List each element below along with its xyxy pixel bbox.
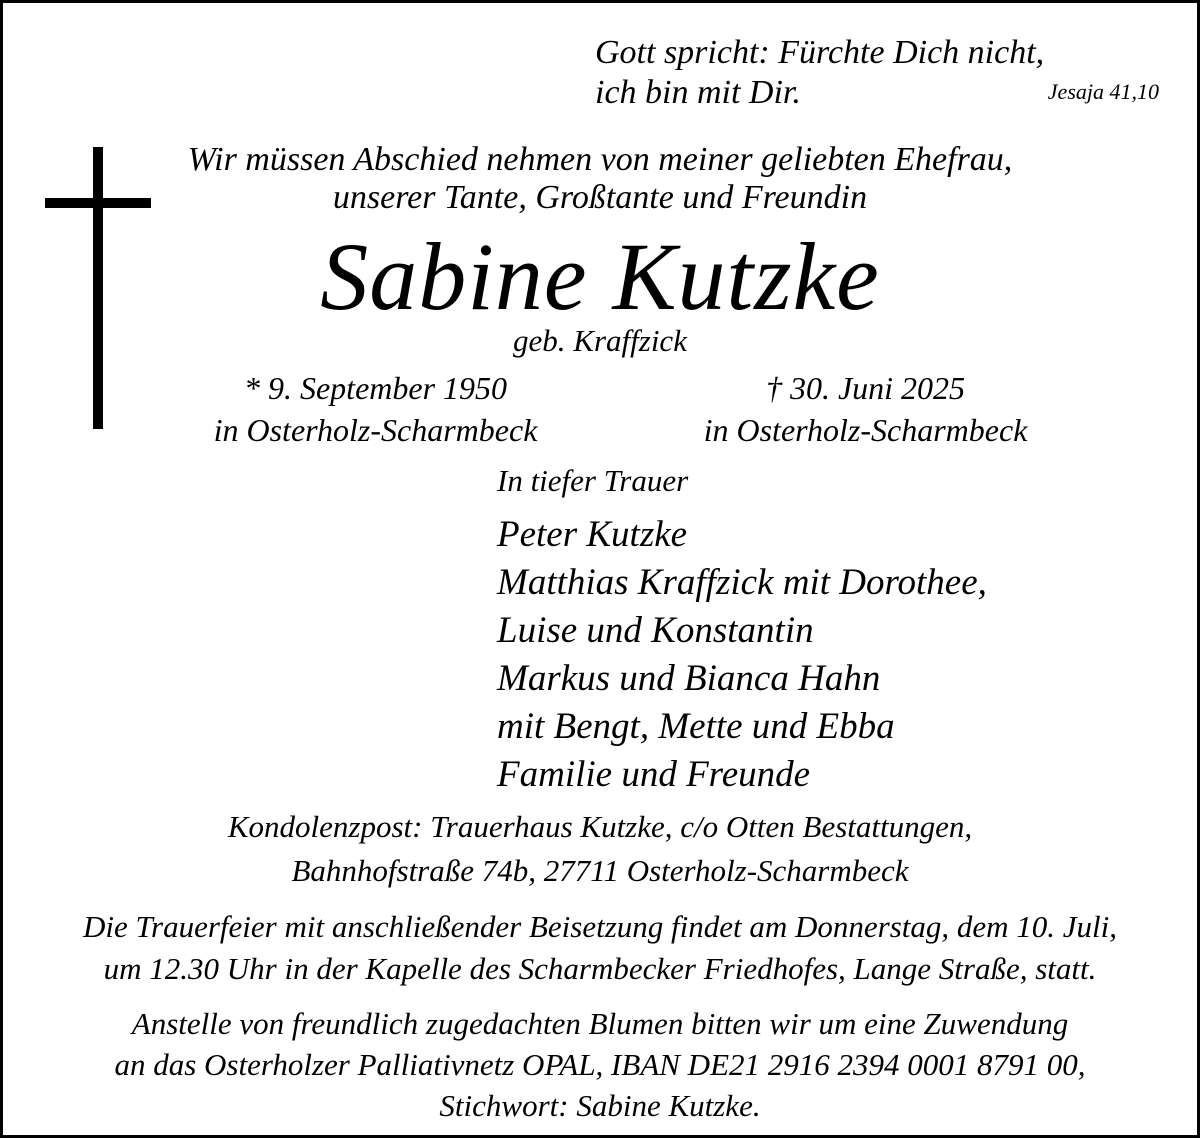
death-info [663, 367, 1068, 451]
cross-horizontal-bar [45, 198, 151, 208]
mourner-line: Familie und Freunde [497, 754, 811, 795]
birth-info [173, 367, 578, 451]
mourner-line: Luise und Konstantin [497, 610, 814, 651]
ceremony-line-2: um 12.30 Uhr in der Kapelle des Scharmbecker Friedhofes, Lange Straße, statt. [103, 951, 1097, 986]
birth-date: * 9. September 1950 [243, 370, 508, 406]
bible-verse [595, 33, 1044, 113]
verse-line-1: Gott spricht: Fürchte Dich nicht, [595, 34, 1045, 71]
mourners-list [497, 511, 987, 799]
condolence-line-2: Bahnhofstraße 74b, 27711 Osterholz-Scharmbeck [291, 853, 909, 888]
donation-line-2: an das Osterholzer Palliativnetz OPAL, IBAN DE21 2916 2394 0001 8791 00, [114, 1047, 1086, 1082]
intro-line-2: unserer Tante, Großtante und Freundin [332, 179, 868, 216]
verse-line-2: ich bin mit Dir. [595, 74, 801, 111]
intro-text [153, 141, 1047, 217]
condolence-line-1: Kondolenzpost: Trauerhaus Kutzke, c/o Otten Bestattungen, [227, 809, 973, 844]
verse-reference: Jesaja 41,10 [1047, 79, 1159, 104]
birth-place: in Osterholz-Scharmbeck [213, 412, 538, 448]
mourners-label: In tiefer Trauer [497, 463, 689, 498]
mourner-line: Markus und Bianca Hahn [497, 658, 881, 699]
ceremony-line-1: Die Trauerfeier mit anschließender Beisetzung findet am Donnerstag, dem 10. Juli, [82, 909, 1118, 944]
cross-icon [3, 3, 4, 4]
maiden-name: geb. Kraffzick [513, 323, 687, 358]
death-place: in Osterholz-Scharmbeck [703, 412, 1028, 448]
intro-line-1: Wir müssen Abschied nehmen von meiner geliebten Ehefrau, [187, 141, 1013, 178]
condolence-address [23, 805, 1177, 893]
cross-vertical-bar [93, 147, 103, 429]
donation-request [23, 1003, 1177, 1126]
donation-line-3: Stichwort: Sabine Kutzke. [439, 1088, 761, 1123]
deceased-name: Sabine Kutzke [320, 223, 880, 330]
death-date: † 30. Juni 2025 [765, 370, 966, 406]
ceremony-info [23, 906, 1177, 990]
mourner-line: mit Bengt, Mette und Ebba [497, 706, 895, 747]
donation-line-1: Anstelle von freundlich zugedachten Blumen bitten wir um eine Zuwendung [131, 1006, 1069, 1041]
mourner-line: Matthias Kraffzick mit Dorothee, [497, 562, 987, 603]
mourner-line: Peter Kutzke [497, 514, 688, 555]
